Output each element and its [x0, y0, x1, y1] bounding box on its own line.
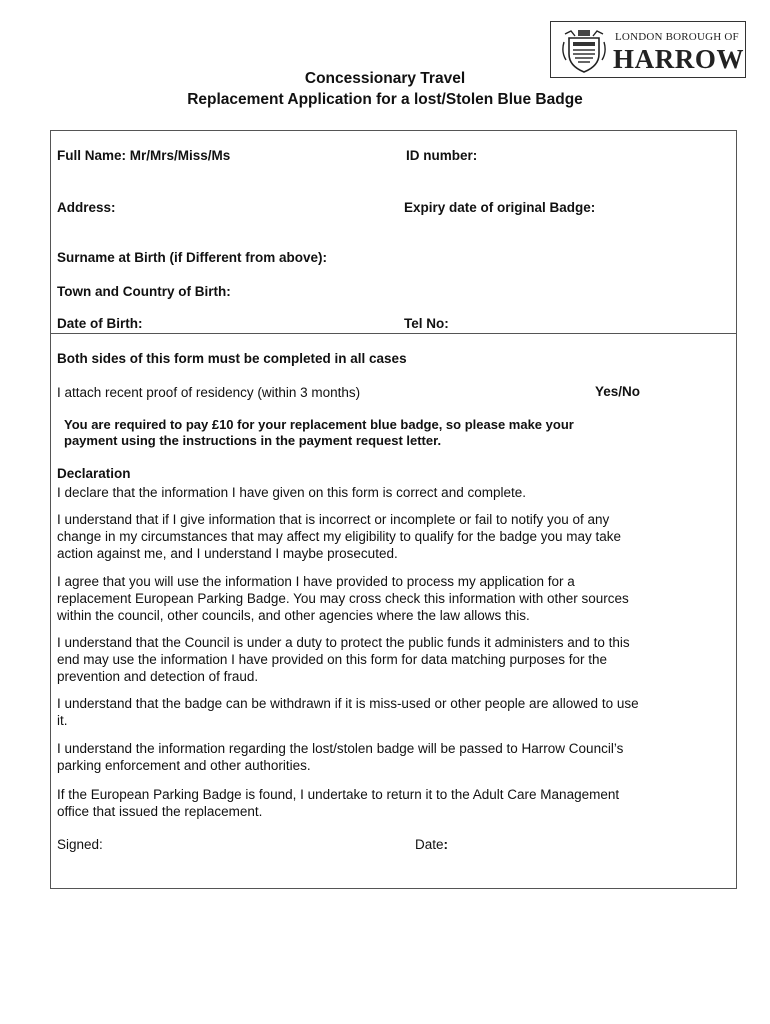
page-title: Concessionary Travel	[304, 70, 466, 87]
declaration-p4-line3: prevention and detection of fraud.	[57, 669, 259, 684]
yes-no-option[interactable]: Yes/No	[595, 384, 641, 399]
signed-field[interactable]: Signed:	[57, 837, 103, 852]
date-label: Date	[415, 837, 444, 852]
declaration-p2-line3: action against me, and I understand I maybe prosecuted.	[57, 546, 398, 561]
tel-no-field[interactable]: Tel No:	[404, 316, 449, 331]
date-field[interactable]	[415, 836, 448, 853]
declaration-p7-line2: office that issued the replacement.	[57, 804, 263, 819]
declaration-p6-line1: I understand the information regarding the lost/stolen badge will be passed to Harrow Council’s	[57, 741, 624, 756]
form-divider	[50, 333, 737, 334]
declaration-p2-line2: change in my circumstances that may affect my eligibility to qualify for the badge you may take	[57, 529, 622, 544]
declaration-p5	[57, 695, 729, 729]
declaration-p4	[57, 634, 729, 685]
both-sides-notice: Both sides of this form must be completed in all cases	[57, 351, 407, 366]
declaration-p7	[57, 786, 729, 820]
payment-notice-line1: You are required to pay £10 for your replacement blue badge, so please make your	[64, 417, 574, 432]
declaration-p3	[57, 573, 729, 624]
declaration-p5-line1: I understand that the badge can be withdrawn if it is miss-used or other people are allowed to use	[57, 696, 639, 711]
address-field[interactable]: Address:	[57, 200, 116, 215]
declaration-heading: Declaration	[57, 466, 131, 481]
town-country-of-birth-field[interactable]: Town and Country of Birth:	[57, 284, 231, 299]
date-of-birth-field[interactable]: Date of Birth:	[57, 316, 143, 331]
declaration-p2	[57, 511, 729, 562]
declaration-p4-line2: end may use the information I have provided on this form for data matching purposes for the	[57, 652, 608, 667]
form-border	[50, 130, 737, 889]
page-subtitle: Replacement Application for a lost/Stolen Blue Badge	[187, 91, 583, 108]
proof-of-residency-label: I attach recent proof of residency (within 3 months)	[57, 385, 361, 400]
declaration-p3-line3: within the council, other councils, and other agencies where the law allows this.	[57, 608, 530, 623]
declaration-p6-line2: parking enforcement and other authorities.	[57, 758, 311, 773]
date-colon: :	[443, 837, 449, 852]
declaration-p3-line1: I agree that you will use the information I have provided to process my application for a	[57, 574, 575, 589]
declaration-p3-line2: replacement European Parking Badge. You may cross check this information with other sources	[57, 591, 629, 606]
declaration-p6	[57, 740, 729, 774]
logo-text-line1: LONDON BOROUGH OF	[615, 31, 739, 43]
crest-icon	[561, 28, 607, 74]
surname-at-birth-field[interactable]: Surname at Birth (if Different from above):	[57, 250, 328, 265]
declaration-p4-line1: I understand that the Council is under a duty to protect the public funds it administers and to this	[57, 635, 630, 650]
declaration-p7-line1: If the European Parking Badge is found, I undertake to return it to the Adult Care Management	[57, 787, 620, 802]
declaration-p5-line2: it.	[57, 713, 68, 728]
id-number-field[interactable]: ID number:	[406, 148, 478, 163]
declaration-p1: I declare that the information I have given on this form is correct and complete.	[57, 485, 526, 500]
full-name-field[interactable]: Full Name: Mr/Mrs/Miss/Ms	[57, 148, 231, 163]
expiry-date-field[interactable]: Expiry date of original Badge:	[404, 200, 596, 215]
payment-notice-line2: payment using the instructions in the payment request letter.	[64, 433, 442, 448]
logo-text-line2: HARROW	[613, 44, 745, 74]
declaration-p2-line1: I understand that if I give information that is incorrect or incomplete or fail to notify you of any	[57, 512, 610, 527]
